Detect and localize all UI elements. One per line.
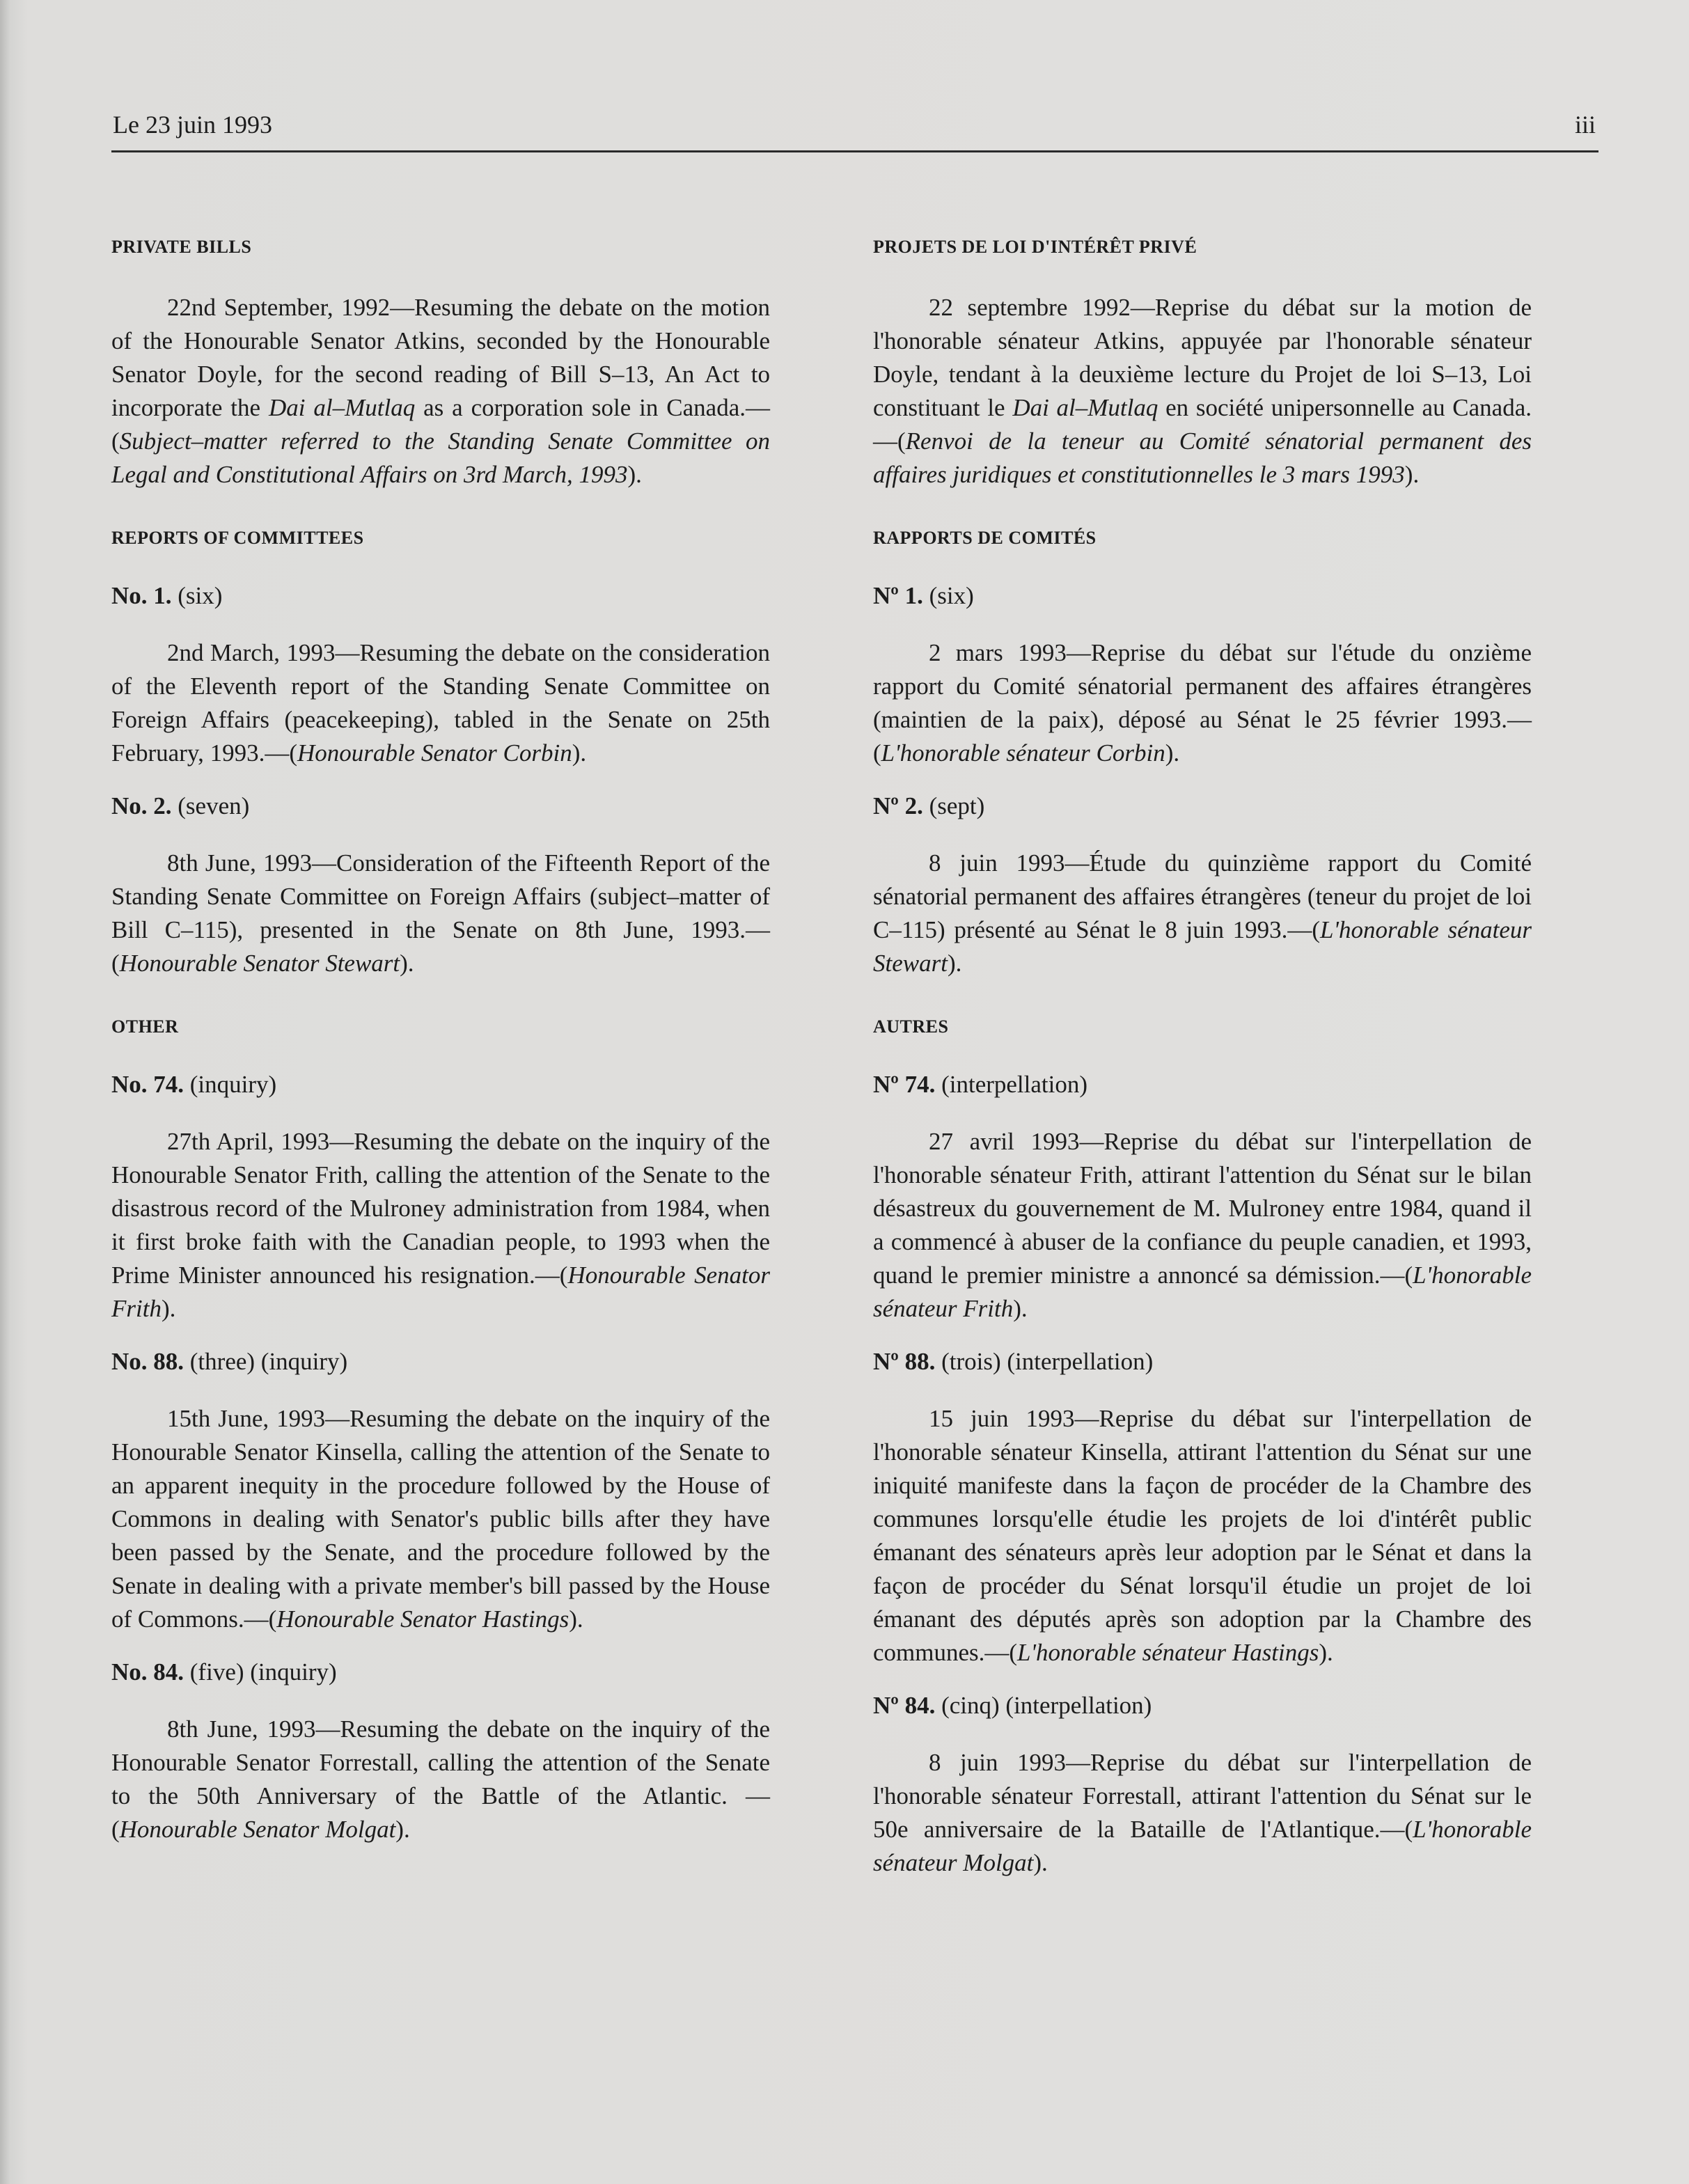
section-heading-other: OTHER bbox=[111, 1016, 179, 1037]
page-header bbox=[111, 109, 1598, 152]
private-bill-entry-fr: 22 septembre 1992—Reprise du débat sur la motion de l'honorable sénateur Atkins, appuyée par l'honorable sénateur Doyle, tendant à la deuxième lecture du Projet de loi S–13, Loi constituant le Dai al–Mutlaq en société unipersonnelle au Canada.—(Renvoi de la teneur au Comité sénatorial permanent des affaires juridiques et constitutionnelles le 3 mars 1993). bbox=[873, 294, 1532, 488]
item-title-no-2: No. 2. (seven) bbox=[111, 792, 250, 819]
item-title-no-88: No. 88. (three) (inquiry) bbox=[111, 1348, 348, 1375]
section-heading-autres: AUTRES bbox=[873, 1016, 949, 1037]
page-number: iii bbox=[1574, 111, 1596, 139]
item-title-no-1-fr: Nº 1. (six) bbox=[873, 582, 974, 609]
item-title-no-1: No. 1. (six) bbox=[111, 582, 223, 609]
report-entry-1-fr: 2 mars 1993—Reprise du débat sur l'étude du onzième rapport du Comité sénatorial permanent des affaires étrangères (maintien de la paix), déposé au Sénat le 25 février 1993.—(L'honorable sénateur Corbin). bbox=[873, 639, 1532, 767]
private-bill-entry: 22nd September, 1992—Resuming the debate on the motion of the Honourable Senator Atkins, seconded by the Honourable Senator Doyle, for the second reading of Bill S–13, An Act to incorporate the Dai al–Mutlaq as a corporation sole in Canada.—(Subject–matter referred to the Standing Senate Committee on Legal and Constitutional Affairs on 3rd March, 1993). bbox=[111, 294, 771, 488]
inquiry-entry-88: 15th June, 1993—Resuming the debate on the inquiry of the Honourable Senator Kinsella, calling the attention of the Senate to an apparent inequity in the procedure followed by the House of Commons in dealing with Senator's public bills after they have been passed by the Senate, and the procedure followed by the Senate in dealing with a private member's bill passed by the House of Commons.—(Honourable Senator Hastings). bbox=[111, 1405, 770, 1633]
report-entry-2-fr: 8 juin 1993—Étude du quinzième rapport du Comité sénatorial permanent des affaires étrangères (teneur du projet de loi C–115) présenté au Sénat le 8 juin 1993.—(L'honorable sénateur Stewart). bbox=[873, 849, 1532, 977]
item-title-no-2-fr: Nº 2. (sept) bbox=[873, 792, 985, 819]
section-heading-reports: REPORTS OF COMMITTEES bbox=[111, 528, 364, 548]
section-heading-rapports: RAPPORTS DE COMITÉS bbox=[873, 528, 1097, 548]
header-date: Le 23 juin 1993 bbox=[113, 111, 272, 139]
report-entry-2: 8th June, 1993—Consideration of the Fifteenth Report of the Standing Senate Committee on Foreign Affairs (subject–matter of Bill C–115), presented in the Senate on 8th June, 1993.—(Honourable Senator Stewart). bbox=[111, 849, 770, 977]
inquiry-entry-88-fr: 15 juin 1993—Reprise du débat sur l'interpellation de l'honorable sénateur Kinsella, attirant l'attention du Sénat sur une iniquité manifeste dans la façon de procéder de la Chambre des communes lorsqu'elle étudie les projets de loi d'intérêt public émanant des sénateurs après leur adoption par le Sénat et dans la façon de procéder du Sénat lorsqu'il étudie un projet de loi émanant des députés après son adoption par la Chambre des communes.—(L'honorable sénateur Hastings). bbox=[873, 1405, 1532, 1666]
section-heading-projets-de-loi: PROJETS DE LOI D'INTÉRÊT PRIVÉ bbox=[873, 237, 1197, 257]
item-title-no-74-fr: Nº 74. (interpellation) bbox=[873, 1071, 1088, 1098]
item-title-no-84-fr: Nº 84. (cinq) (interpellation) bbox=[873, 1692, 1152, 1719]
report-entry-1: 2nd March, 1993—Resuming the debate on the consideration of the Eleventh report of the Standing Senate Committee on Foreign Affairs (peacekeeping), tabled in the Senate on 25th February, 1993.—(Honourable Senator Corbin). bbox=[111, 639, 770, 767]
french-column bbox=[873, 237, 1532, 1902]
inquiry-entry-84-fr: 8 juin 1993—Reprise du débat sur l'interpellation de l'honorable sénateur Forrestall, attirant l'attention du Sénat sur le 50e anniversaire de la Bataille de l'Atlantique.—(L'honorable sénateur Molgat). bbox=[873, 1749, 1532, 1876]
section-heading-private-bills: PRIVATE BILLS bbox=[111, 237, 252, 257]
inquiry-entry-74-fr: 27 avril 1993—Reprise du débat sur l'interpellation de l'honorable sénateur Frith, attirant l'attention du Sénat sur le bilan désastreux du gouvernement de M. Mulroney entre 1984, quand il a commencé à abuser de la confiance du peuple canadien, et 1993, quand le premier ministre a annoncé sa démission.—(L'honorable sénateur Frith). bbox=[873, 1128, 1532, 1322]
item-title-no-74: No. 74. (inquiry) bbox=[111, 1071, 277, 1098]
item-title-no-84: No. 84. (five) (inquiry) bbox=[111, 1658, 337, 1686]
item-title-no-88-fr: Nº 88. (trois) (interpellation) bbox=[873, 1348, 1154, 1375]
english-column bbox=[111, 237, 770, 1869]
inquiry-entry-74: 27th April, 1993—Resuming the debate on the inquiry of the Honourable Senator Frith, calling the attention of the Senate to the disastrous record of the Mulroney administration from 1984, when it first broke faith with the Canadian people, to 1993 when the Prime Minister announced his resignation.—(Honourable Senator Frith). bbox=[111, 1128, 770, 1322]
inquiry-entry-84: 8th June, 1993—Resuming the debate on the inquiry of the Honourable Senator Forrestall, calling the attention of the Senate to the 50th Anniversary of the Battle of the Atlantic. —(Honourable Senator Molgat). bbox=[111, 1715, 770, 1843]
